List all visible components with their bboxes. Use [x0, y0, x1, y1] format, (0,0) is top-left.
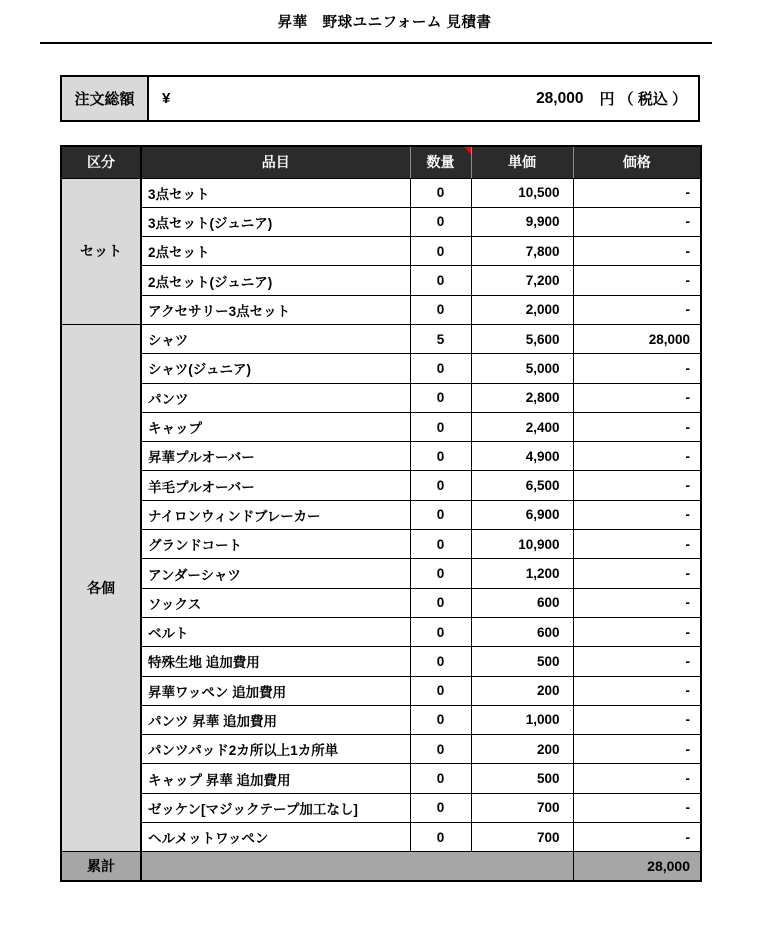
order-amount-group: [536, 88, 687, 109]
price-cell: -: [573, 617, 701, 646]
item-cell: 昇華プルオーバー: [141, 442, 410, 471]
table-body: [61, 178, 701, 852]
qty-cell[interactable]: 0: [410, 471, 471, 500]
qty-cell[interactable]: 0: [410, 617, 471, 646]
unit-price-cell: 200: [471, 735, 573, 764]
unit-price-cell: 1,000: [471, 705, 573, 734]
total-spacer: [141, 852, 573, 881]
table-row: [61, 354, 701, 383]
header-qty-label: 数量: [426, 154, 455, 171]
yen-symbol: ¥: [162, 90, 171, 107]
order-total-value: [149, 77, 698, 120]
unit-price-cell: 700: [471, 823, 573, 852]
item-cell: 羊毛プルオーバー: [141, 471, 410, 500]
item-cell: 2点セット: [141, 237, 410, 266]
qty-cell[interactable]: 0: [410, 442, 471, 471]
table-row: [61, 588, 701, 617]
qty-cell[interactable]: 0: [410, 764, 471, 793]
table-row: [61, 178, 701, 207]
table-row: [61, 237, 701, 266]
price-cell: -: [573, 412, 701, 441]
unit-price-cell: 2,000: [471, 295, 573, 324]
unit-price-cell: 10,500: [471, 178, 573, 207]
table-row: [61, 442, 701, 471]
table-row: [61, 793, 701, 822]
unit-price-cell: 1,200: [471, 559, 573, 588]
price-cell: -: [573, 735, 701, 764]
item-cell: キャップ 昇華 追加費用: [141, 764, 410, 793]
item-cell: グランドコート: [141, 530, 410, 559]
unit-price-cell: 2,400: [471, 412, 573, 441]
qty-cell[interactable]: 0: [410, 676, 471, 705]
price-cell: -: [573, 178, 701, 207]
price-cell: -: [573, 295, 701, 324]
table-row: [61, 324, 701, 353]
price-cell: -: [573, 530, 701, 559]
qty-cell[interactable]: 0: [410, 530, 471, 559]
table-row: [61, 617, 701, 646]
table-row: [61, 559, 701, 588]
item-cell: シャツ: [141, 324, 410, 353]
category-cell: セット: [61, 178, 141, 324]
unit-price-cell: 2,800: [471, 383, 573, 412]
table-row: [61, 500, 701, 529]
price-cell: -: [573, 383, 701, 412]
unit-price-cell: 7,800: [471, 237, 573, 266]
table-row: [61, 530, 701, 559]
header-price: 価格: [573, 146, 701, 178]
qty-cell[interactable]: 0: [410, 237, 471, 266]
qty-cell[interactable]: 5: [410, 324, 471, 353]
unit-price-cell: 7,200: [471, 266, 573, 295]
price-cell: 28,000: [573, 324, 701, 353]
table-row: [61, 705, 701, 734]
comment-marker-icon: [464, 147, 471, 154]
qty-cell[interactable]: 0: [410, 500, 471, 529]
total-price: 28,000: [573, 852, 701, 881]
item-cell: パンツ: [141, 383, 410, 412]
table-row: [61, 412, 701, 441]
price-cell: -: [573, 676, 701, 705]
items-table: [60, 145, 702, 882]
qty-cell[interactable]: 0: [410, 588, 471, 617]
price-cell: -: [573, 442, 701, 471]
item-cell: 昇華ワッペン 追加費用: [141, 676, 410, 705]
table-row: [61, 647, 701, 676]
item-cell: アクセサリー3点セット: [141, 295, 410, 324]
price-cell: -: [573, 559, 701, 588]
item-cell: 特殊生地 追加費用: [141, 647, 410, 676]
price-cell: -: [573, 793, 701, 822]
header-unit-price: 単価: [471, 146, 573, 178]
item-cell: ベルト: [141, 617, 410, 646]
unit-price-cell: 500: [471, 764, 573, 793]
item-cell: ナイロンウィンドブレーカー: [141, 500, 410, 529]
qty-cell[interactable]: 0: [410, 823, 471, 852]
table-row: [61, 295, 701, 324]
unit-price-cell: 10,900: [471, 530, 573, 559]
qty-cell[interactable]: 0: [410, 383, 471, 412]
table-row: [61, 735, 701, 764]
item-cell: 2点セット(ジュニア): [141, 266, 410, 295]
table-row: [61, 207, 701, 236]
qty-cell[interactable]: 0: [410, 178, 471, 207]
order-total-suffix: 円 （ 税込 ）: [599, 91, 687, 108]
category-cell: 各個: [61, 324, 141, 851]
title-underline: [40, 42, 712, 44]
unit-price-cell: 6,900: [471, 500, 573, 529]
header-category: 区分: [61, 146, 141, 178]
page-title: 昇華 野球ユニフォーム 見積書: [277, 15, 492, 31]
qty-cell[interactable]: 0: [410, 559, 471, 588]
item-cell: アンダーシャツ: [141, 559, 410, 588]
unit-price-cell: 5,000: [471, 354, 573, 383]
qty-cell[interactable]: 0: [410, 647, 471, 676]
table-row: [61, 823, 701, 852]
qty-cell[interactable]: 0: [410, 735, 471, 764]
price-cell: -: [573, 647, 701, 676]
item-cell: キャップ: [141, 412, 410, 441]
item-cell: ソックス: [141, 588, 410, 617]
order-total-box: [60, 75, 700, 122]
qty-cell[interactable]: 0: [410, 705, 471, 734]
total-label: 累計: [61, 852, 141, 881]
price-cell: -: [573, 705, 701, 734]
unit-price-cell: 9,900: [471, 207, 573, 236]
price-cell: -: [573, 471, 701, 500]
table-row: [61, 383, 701, 412]
item-cell: パンツパッド2カ所以上1カ所単: [141, 735, 410, 764]
item-cell: ゼッケン[マジックテープ加工なし]: [141, 793, 410, 822]
unit-price-cell: 6,500: [471, 471, 573, 500]
item-cell: シャツ(ジュニア): [141, 354, 410, 383]
item-cell: 3点セット(ジュニア): [141, 207, 410, 236]
price-cell: -: [573, 354, 701, 383]
unit-price-cell: 500: [471, 647, 573, 676]
qty-cell[interactable]: 0: [410, 266, 471, 295]
item-cell: 3点セット: [141, 178, 410, 207]
unit-price-cell: 700: [471, 793, 573, 822]
total-row: [61, 852, 701, 881]
price-cell: -: [573, 207, 701, 236]
price-cell: -: [573, 764, 701, 793]
item-cell: ヘルメットワッペン: [141, 823, 410, 852]
order-total-amount: 28,000: [536, 89, 584, 107]
unit-price-cell: 5,600: [471, 324, 573, 353]
header-row: [61, 146, 701, 178]
table-row: [61, 764, 701, 793]
table-row: [61, 471, 701, 500]
price-cell: -: [573, 500, 701, 529]
header-qty: [410, 146, 471, 178]
table-row: [61, 266, 701, 295]
qty-cell[interactable]: 0: [410, 354, 471, 383]
unit-price-cell: 200: [471, 676, 573, 705]
price-cell: -: [573, 237, 701, 266]
items-table-footer: [61, 852, 701, 881]
qty-cell[interactable]: 0: [410, 412, 471, 441]
unit-price-cell: 4,900: [471, 442, 573, 471]
unit-price-cell: 600: [471, 588, 573, 617]
header-item: 品目: [141, 146, 410, 178]
price-cell: -: [573, 823, 701, 852]
unit-price-cell: 600: [471, 617, 573, 646]
qty-cell[interactable]: 0: [410, 207, 471, 236]
qty-cell[interactable]: 0: [410, 295, 471, 324]
table-row: [61, 676, 701, 705]
item-cell: パンツ 昇華 追加費用: [141, 705, 410, 734]
price-cell: -: [573, 588, 701, 617]
items-table-header: [61, 146, 701, 178]
price-cell: -: [573, 266, 701, 295]
order-total-label: 注文総額: [62, 77, 149, 120]
qty-cell[interactable]: 0: [410, 793, 471, 822]
